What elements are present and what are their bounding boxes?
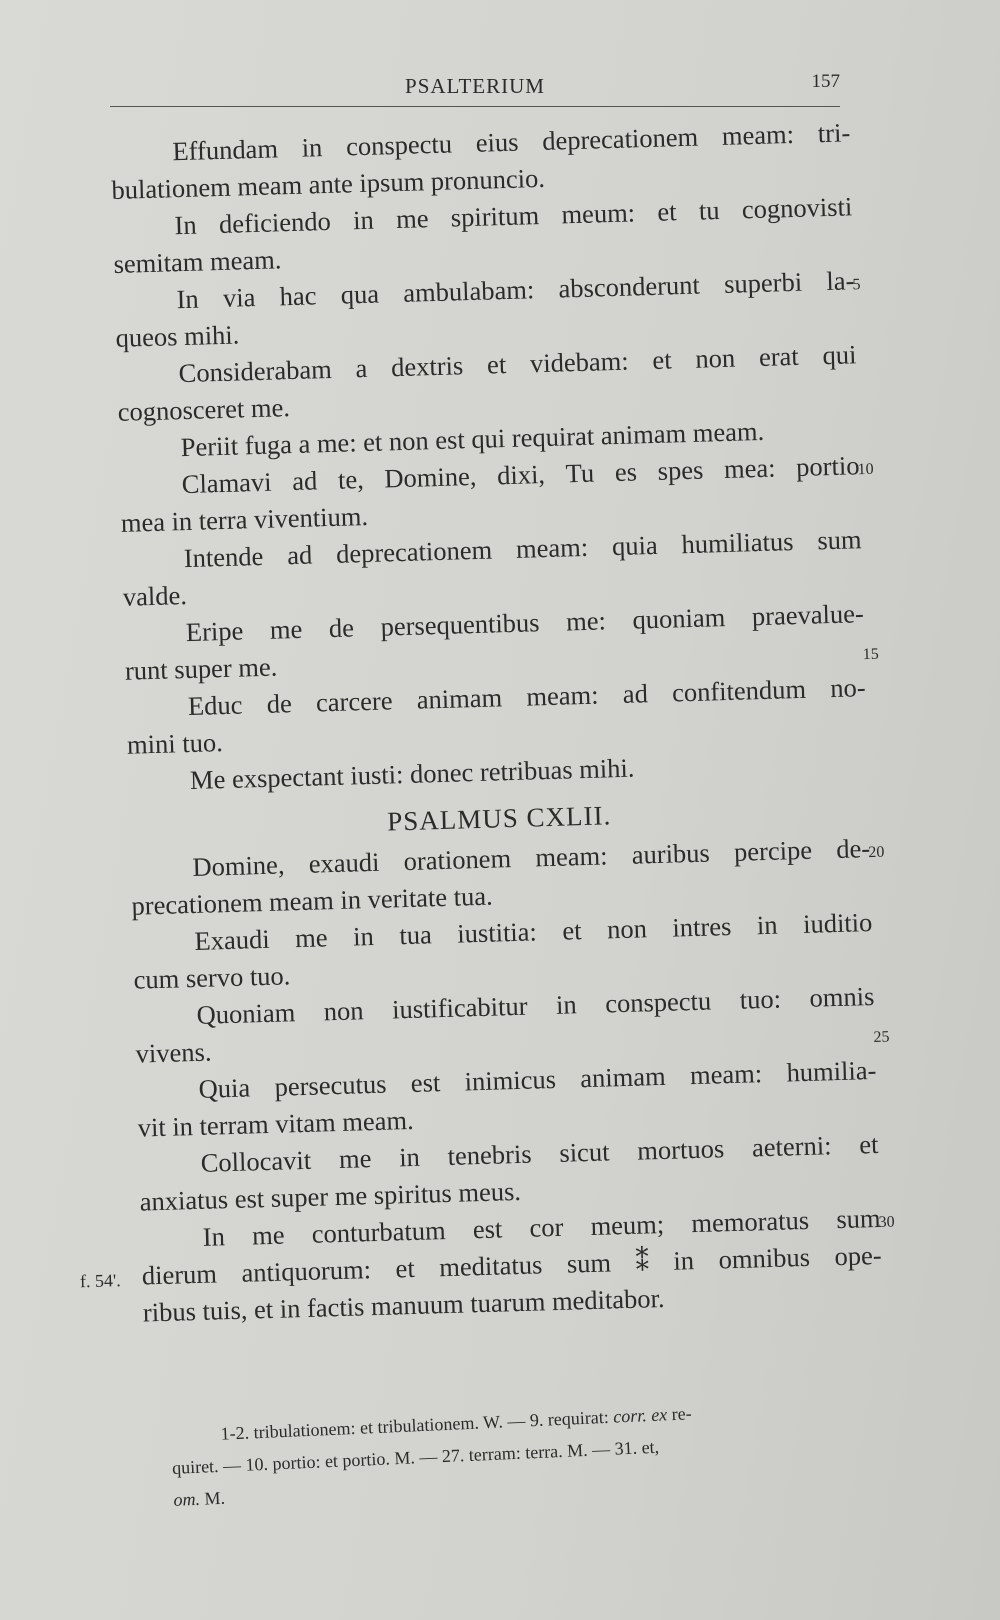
folio-marginal-note: f. 54'.	[79, 1270, 122, 1292]
text-line: mini tuo.	[126, 727, 224, 760]
running-head: PSALTERIUM	[405, 74, 545, 98]
text-line: Quia persecutus est inimicus animam meam: humilia-	[198, 1054, 877, 1104]
text-line: Collocavit me in tenebris sicut mortuos aeterni: et	[200, 1128, 879, 1178]
text-line: In me conturbatum est cor meum; memoratus sum 30	[202, 1202, 895, 1252]
line-number: 15	[862, 645, 880, 664]
text-line: cum servo tuo.	[133, 960, 291, 995]
line-number: 25	[873, 1028, 890, 1047]
text-line: Educ de carcere animam meam: ad confitendum no-	[187, 672, 867, 722]
footnote-line: quiret. — 10. portio: et portio. M. — 27. terram: terra. M. — 31. et,	[171, 1436, 660, 1478]
text-line: Clamavi ad te, Domine, dixi, Tu es spes mea: portio 10	[181, 450, 874, 500]
text-line: Considerabam a dextris et videbam: et non erat qui	[178, 339, 857, 389]
footnote-line: 1-2. tribulationem: et tribulationem. W. — 9. requirat: corr. ex re-	[220, 1403, 693, 1444]
line-number: 30	[878, 1213, 895, 1231]
text-line: anxiatus est super me spiritus meus.	[139, 1175, 522, 1217]
text-line: Intende ad deprecationem meam: quia humiliatus sum	[183, 524, 862, 574]
text-line: Domine, exaudi orationem meam: auribus percipe de- 20	[192, 833, 885, 882]
text-line: dierum antiquorum: et meditatus sum ⁑ in omnibus ope- f. 54'.	[141, 1237, 882, 1295]
text-line: valde.	[122, 580, 188, 612]
text-line: semitam meam.	[113, 244, 282, 279]
text-line: bulationem meam ante ipsum pronuncio.	[111, 162, 546, 205]
text-line: Effundam in conspectu eius deprecationem meam: tri-	[172, 117, 851, 167]
footnote-line: om. M.	[173, 1487, 226, 1510]
text-line: ribus tuis, et in factis manuum tuarum meditabor.	[142, 1282, 665, 1328]
text-line: Quoniam non iustificabitur in conspectu tuo: omnis	[196, 981, 875, 1030]
text-line: In via hac qua ambulabam: absconderunt superbi la- 5	[176, 265, 861, 315]
page-header	[110, 66, 840, 107]
line-number: 5	[852, 276, 861, 294]
text-line: mea in terra viventium.	[120, 500, 369, 538]
text-line: Periit fuga a me: et non est qui requirat animam meam.	[180, 415, 765, 463]
text-line: precationem meam in veritate tua.	[131, 880, 494, 921]
text-line: runt super me. 15	[124, 632, 865, 690]
text-line: In deficiendo in me spiritum meum: et tu cognovisti	[174, 191, 853, 241]
text-line: Eripe me de persequentibus me: quoniam praevalue-	[185, 598, 865, 648]
text-line: vit in terram vitam meam.	[137, 1104, 415, 1143]
text-line: Exaudi me in tua iustitia: et non intres in iuditio	[194, 907, 873, 956]
page-number: 157	[811, 71, 840, 92]
text-line: queos mihi.	[115, 319, 240, 353]
psalm-heading: PSALMUS CXLII.	[386, 800, 612, 837]
text-line: cognosceret me.	[117, 392, 291, 427]
line-number: 10	[857, 460, 874, 479]
line-number: 20	[868, 843, 885, 862]
psalm-text	[79, 114, 895, 1331]
footnotes	[170, 1390, 864, 1516]
text-line: vivens. 25	[135, 1015, 876, 1073]
text-line: Me exspectant iusti: donec retribuas mihi.	[189, 752, 635, 796]
